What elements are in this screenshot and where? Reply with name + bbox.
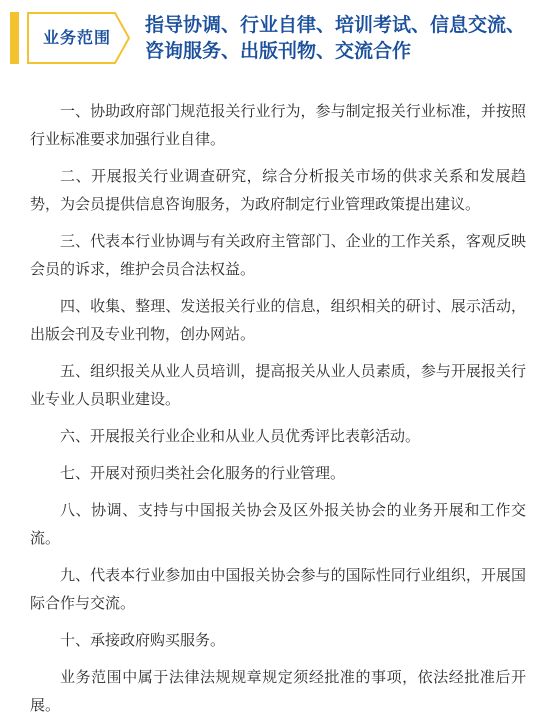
list-item: 八、协调、支持与中国报关协会及区外报关协会的业务开展和工作交流。 [30, 501, 526, 547]
list-item: 七、开展对预归类社会化服务的行业管理。 [60, 464, 346, 482]
section-tag [27, 12, 131, 64]
list-item: 十、承接政府购买服务。 [60, 631, 226, 649]
list-item: 一、协助政府部门规范报关行业行为，参与制定报关行业标准，并按照行业标准要求加强行业自律。 [30, 102, 526, 148]
headline-line-2: 咨询服务、出版刊物、交流合作 [145, 40, 412, 62]
business-scope-list [30, 97, 526, 728]
accent-bar [10, 12, 19, 64]
list-item: 二、开展报关行业调查研究，综合分析报关市场的供求关系和发展趋势，为会员提供信息咨询服务，为政府制定行业管理政策提出建议。 [30, 167, 526, 213]
list-item: 六、开展报关行业企业和从业人员优秀评比表彰活动。 [60, 427, 421, 445]
section-headline [145, 12, 545, 64]
list-item: 九、代表本行业参加由中国报关协会参与的国际性同行业组织，开展国际合作与交流。 [30, 566, 526, 612]
list-item: 三、代表本行业协调与有关政府主管部门、企业的工作关系，客观反映会员的诉求，维护会员合法权益。 [30, 232, 526, 278]
closing-note: 业务范围中属于法律法规规章规定须经批准的事项，依法经批准后开展。 [30, 668, 526, 714]
section-tag-label: 业务范围 [42, 28, 111, 47]
section-header [0, 0, 551, 72]
headline-line-1: 指导协调、行业自律、培训考试、信息交流、 [145, 14, 526, 36]
list-item: 四、收集、整理、发送报关行业的信息，组织相关的研讨、展示活动，出版会刊及专业刊物，创办网站。 [30, 297, 526, 343]
list-item: 五、组织报关从业人员培训，提高报关从业人员素质，参与开展报关行业专业人员职业建设。 [30, 362, 526, 408]
